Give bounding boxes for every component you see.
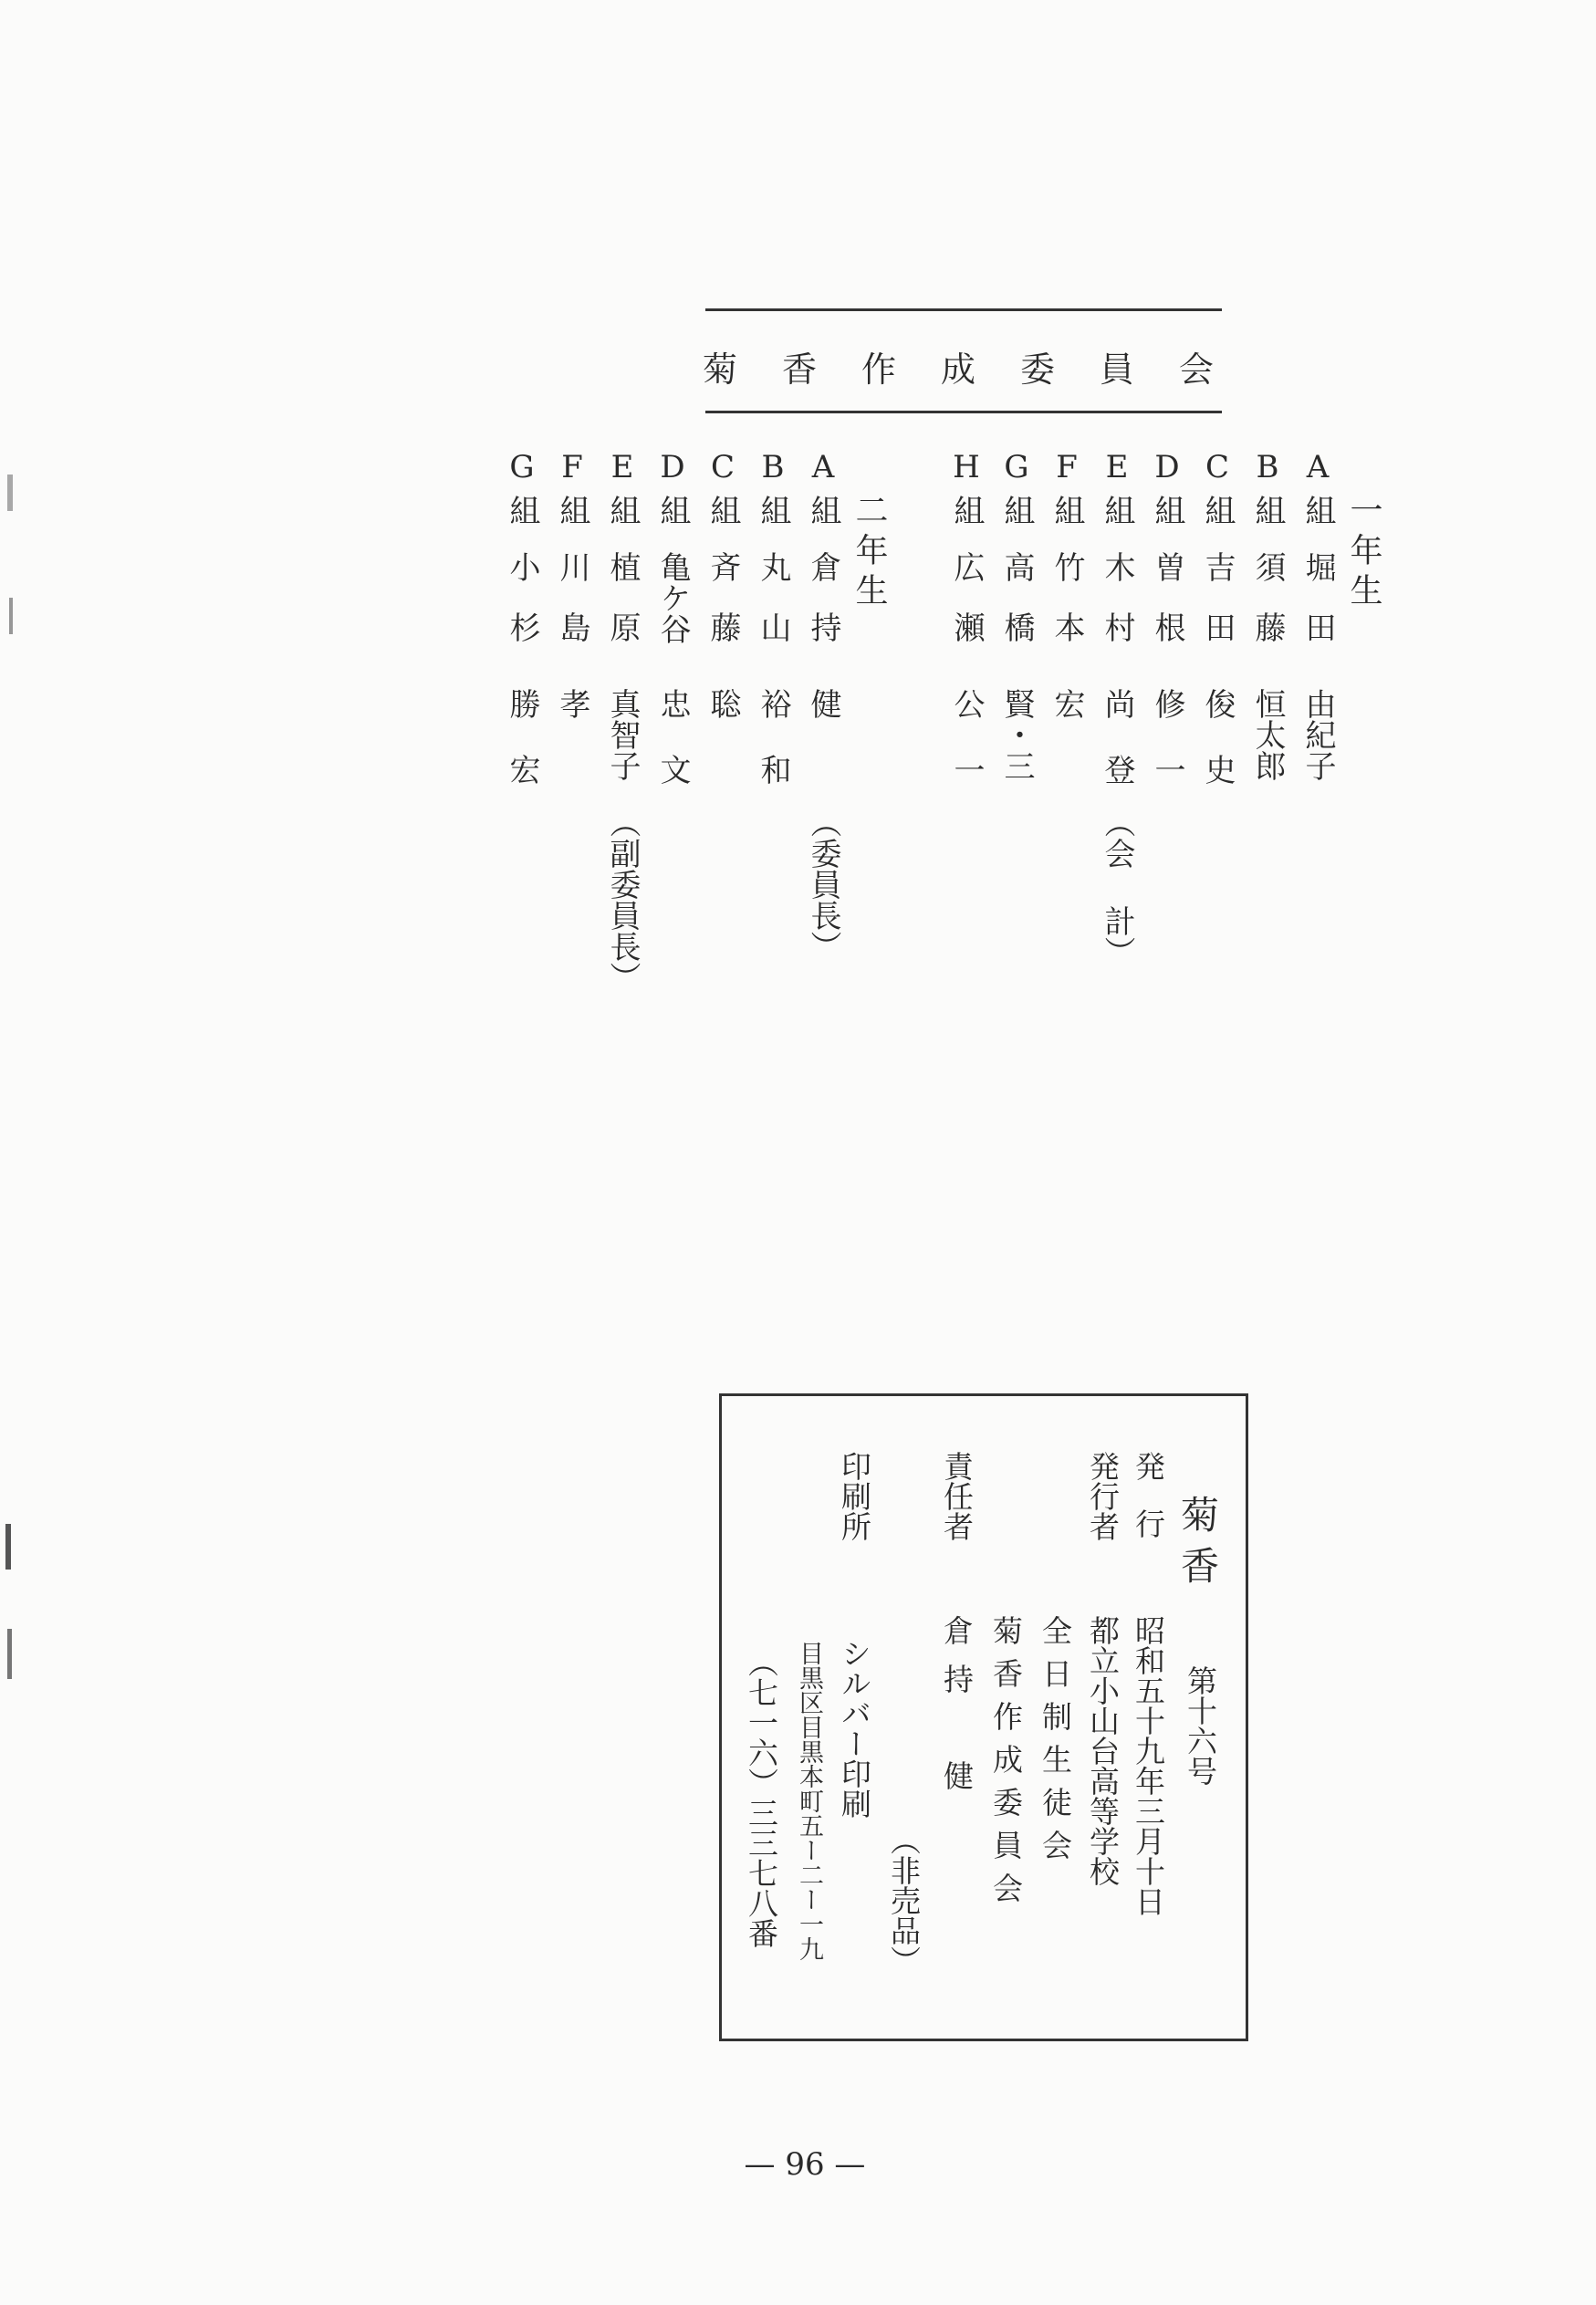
class-label: C組 (1199, 449, 1236, 535)
class-label: G組 (998, 449, 1035, 535)
title-char: 作 (861, 349, 896, 390)
responsible-label: 責任者 (939, 1451, 975, 1541)
member-entry (1299, 449, 1336, 807)
member-given-name: 健 (805, 688, 841, 719)
colophon-box (719, 1393, 1248, 2041)
member-surname: 川島 (554, 551, 590, 672)
publisher-line2: 全日制生徒会 (1038, 1615, 1073, 1872)
title-top-rule (705, 308, 1222, 311)
member-surname: 広瀬 (948, 551, 985, 672)
member-given-name: 裕和 (755, 688, 791, 819)
publish-date: 昭和五十九年三月十日 (1131, 1615, 1166, 1916)
issue-number: 第十六号 (1183, 1665, 1218, 1786)
member-given-name: 勝宏 (504, 688, 540, 819)
member-entry (504, 449, 540, 819)
member-entry (998, 449, 1035, 807)
class-label: H組 (948, 449, 985, 535)
publisher-line1: 都立小山台高等学校 (1085, 1615, 1121, 1886)
member-surname: 曽根 (1149, 551, 1185, 672)
page-number: — 96 — (744, 2146, 866, 2183)
title-char: 会 (1178, 349, 1214, 390)
printer-name: シルバー印刷 (837, 1638, 872, 1819)
member-given-name: 忠文 (654, 688, 691, 819)
member-entry (654, 449, 691, 819)
title-char: 員 (1099, 349, 1134, 390)
not-for-sale: （非売品） (886, 1825, 922, 1976)
printer-phone: （七一六）三三七八番 (744, 1647, 779, 1948)
class-label: A組 (1299, 449, 1336, 535)
title-bottom-rule (705, 411, 1222, 413)
member-entry (554, 449, 590, 807)
class-label: D組 (1149, 449, 1185, 535)
member-role: （委員長） (805, 807, 841, 962)
member-surname: 須藤 (1249, 551, 1286, 672)
publish-label: 発行 (1131, 1451, 1166, 1566)
member-given-name: 真智子 (604, 688, 641, 781)
class-label: A組 (805, 449, 841, 535)
class-label: D組 (654, 449, 691, 535)
member-given-name: 尚登 (1099, 688, 1135, 819)
member-entry (1149, 449, 1185, 819)
member-role: （副委員長） (604, 807, 641, 993)
class-label: E組 (604, 449, 641, 535)
member-surname: 倉持 (805, 551, 841, 672)
member-surname: 植原 (604, 551, 641, 672)
member-role: （会 計） (1099, 807, 1135, 967)
title-char: 香 (781, 349, 817, 390)
member-given-name: 公一 (948, 688, 985, 819)
member-entry (948, 449, 985, 819)
member-surname: 竹本 (1048, 551, 1085, 672)
class-label: C組 (704, 449, 741, 535)
member-entry (604, 449, 641, 993)
member-entry (1249, 449, 1286, 807)
member-given-name: 聡 (704, 688, 741, 719)
member-surname: 斉藤 (704, 551, 741, 672)
member-given-name: 孝 (554, 688, 590, 719)
member-entry (805, 449, 841, 962)
title-char: 成 (940, 349, 975, 390)
title-char: 菊 (703, 349, 738, 390)
responsible-line2: 倉持 健 (939, 1615, 975, 1809)
member-surname: 堀田 (1299, 551, 1336, 672)
member-entry (704, 449, 741, 807)
scan-mark (5, 1524, 11, 1570)
member-surname: 吉田 (1199, 551, 1236, 672)
member-entry (1199, 449, 1236, 819)
member-entry (1099, 449, 1135, 967)
class-label: G組 (504, 449, 540, 535)
member-given-name: 修一 (1149, 688, 1185, 819)
scan-mark (9, 598, 13, 634)
class-label: B組 (1249, 449, 1286, 535)
grade1-label: 一年生 (1345, 493, 1382, 613)
member-surname: 小杉 (504, 551, 540, 672)
member-entry (755, 449, 791, 819)
committee-title (703, 336, 1214, 396)
member-entry (1048, 449, 1085, 807)
member-surname: 高橋 (998, 551, 1035, 672)
scan-mark (7, 1629, 12, 1679)
class-label: B組 (755, 449, 791, 535)
printer-address: 目黒区目黒本町五ー二ー一九 (795, 1641, 823, 1961)
title-char: 委 (1019, 349, 1055, 390)
publisher-label: 発行者 (1085, 1451, 1121, 1541)
member-given-name: 俊史 (1199, 688, 1236, 819)
printer-label: 印刷所 (837, 1451, 872, 1541)
class-label: F組 (554, 449, 590, 535)
member-given-name: 宏 (1048, 688, 1085, 719)
member-surname: 木村 (1099, 551, 1135, 672)
publication-name: 菊香 (1175, 1495, 1220, 1597)
scan-mark (7, 475, 13, 511)
member-given-name: 由紀子 (1299, 688, 1336, 781)
member-given-name: 賢・三 (998, 688, 1035, 781)
class-label: F組 (1048, 449, 1085, 535)
member-surname: 亀ケ谷 (654, 551, 691, 644)
class-label: E組 (1099, 449, 1135, 535)
member-given-name: 恒太郎 (1249, 688, 1286, 781)
member-surname: 丸山 (755, 551, 791, 672)
responsible-line1: 菊香作成委員会 (988, 1615, 1024, 1915)
grade2-label: 二年生 (850, 493, 888, 613)
